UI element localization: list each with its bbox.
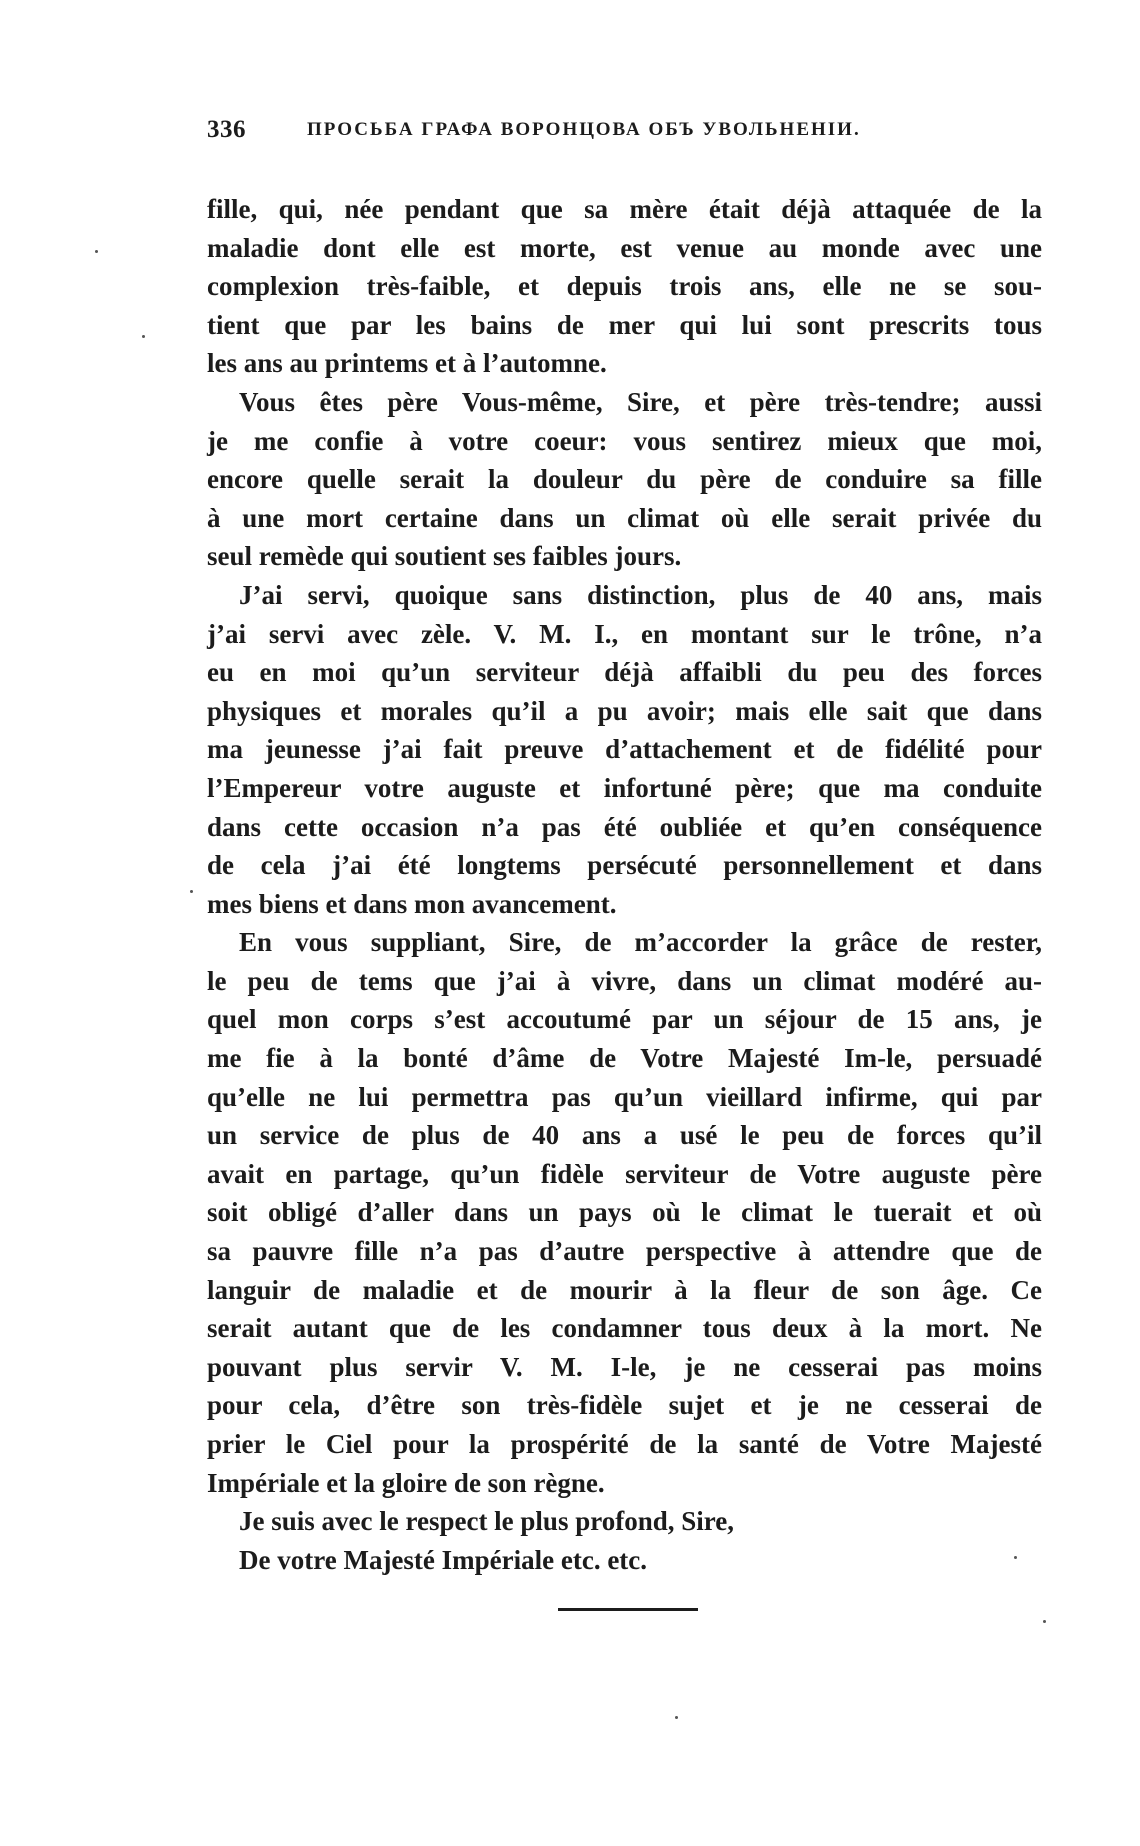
text-line: me fie à la bonté d’âme de Votre Majesté Im-le, persuadé: [207, 1043, 1042, 1074]
end-rule: [558, 1608, 698, 1611]
text-line: mes biens et dans mon avancement.: [207, 888, 617, 919]
text-line: encore quelle serait la douleur du père de conduire sa fille: [207, 464, 1042, 495]
closing-line: Je suis avec le respect le plus profond, Sire,: [239, 1506, 734, 1537]
closing-line: De votre Majesté Impériale etc. etc.: [239, 1544, 648, 1575]
text-line: dans cette occasion n’a pas été oubliée et qu’en conséquence: [207, 811, 1042, 842]
text-line: les ans au printems et à l’automne.: [207, 348, 607, 379]
text-line: j’ai servi avec zèle. V. M. I., en montant sur le trône, n’a: [207, 618, 1042, 649]
text-line: pouvant plus servir V. M. I-le, je ne cesserai pas moins: [207, 1351, 1042, 1382]
text-line: Impériale et la gloire de son règne.: [207, 1467, 605, 1498]
scan-speck: [95, 250, 98, 253]
text-line: prier le Ciel pour la prospérité de la santé de Votre Majesté: [207, 1429, 1042, 1459]
text-line: soit obligé d’aller dans un pays où le climat le tuerait et où: [207, 1197, 1042, 1228]
text-line: à une mort certaine dans un climat où elle serait privée du: [207, 502, 1042, 533]
scan-speck: [142, 335, 145, 338]
body-text: [207, 190, 1042, 1579]
text-line: sa pauvre fille n’a pas d’autre perspective à attendre que de: [207, 1236, 1042, 1267]
text-line: avait en partage, qu’un fidèle serviteur de Votre auguste père: [207, 1158, 1042, 1189]
text-line: qu’elle ne lui permettra pas qu’un vieillard infirme, qui par: [207, 1081, 1042, 1112]
running-head: [207, 116, 1037, 156]
text-line: seul remède qui soutient ses faibles jours.: [207, 541, 682, 572]
text-line: Vous êtes père Vous-même, Sire, et père très-tendre; aussi: [239, 386, 1042, 417]
text-line: je me confie à votre coeur: vous sentirez mieux que moi,: [207, 425, 1042, 456]
text-line: pour cela, d’être son très-fidèle sujet et je ne cesserai de: [207, 1390, 1042, 1421]
text-line: languir de maladie et de mourir à la fleur de son âge. Ce: [207, 1274, 1042, 1305]
text-line: quel mon corps s’est accoutumé par un séjour de 15 ans, je: [207, 1004, 1042, 1035]
text-line: un service de plus de 40 ans a usé le peu de forces qu’il: [207, 1120, 1042, 1151]
text-line: maladie dont elle est morte, est venue au monde avec une: [207, 232, 1042, 263]
text-line: tient que par les bains de mer qui lui sont prescrits tous: [207, 309, 1042, 340]
scan-speck: [1014, 1556, 1017, 1559]
text-line: complexion très-faible, et depuis trois ans, elle ne se sou-: [207, 271, 1042, 302]
text-line: l’Empereur votre auguste et infortuné père; que ma conduite: [207, 772, 1042, 803]
text-line: le peu de tems que j’ai à vivre, dans un climat modéré au-: [207, 965, 1042, 996]
text-line: physiques et morales qu’il a pu avoir; mais elle sait que dans: [207, 695, 1042, 726]
running-title: ПРОСЬБА ГРАФА ВОРОНЦОВА ОБЪ УВОЛЬНЕНІИ.: [307, 119, 861, 140]
text-line: J’ai servi, quoique sans distinction, plus de 40 ans, mais: [239, 579, 1042, 610]
text-line: ma jeunesse j’ai fait preuve d’attachement et de fidélité pour: [207, 734, 1042, 765]
scan-speck: [190, 890, 193, 893]
page-number: 336: [207, 116, 246, 143]
scan-speck: [675, 1716, 678, 1719]
scan-speck: [1043, 1620, 1046, 1623]
text-line: de cela j’ai été longtems persécuté personnellement et dans: [207, 850, 1042, 881]
text-line: serait autant que de les condamner tous deux à la mort. Ne: [207, 1313, 1042, 1344]
text-line: fille, qui, née pendant que sa mère était déjà attaquée de la: [207, 194, 1042, 224]
text-line: eu en moi qu’un serviteur déjà affaibli du peu des forces: [207, 657, 1042, 688]
text-line: En vous suppliant, Sire, de m’accorder la grâce de rester,: [239, 927, 1042, 958]
